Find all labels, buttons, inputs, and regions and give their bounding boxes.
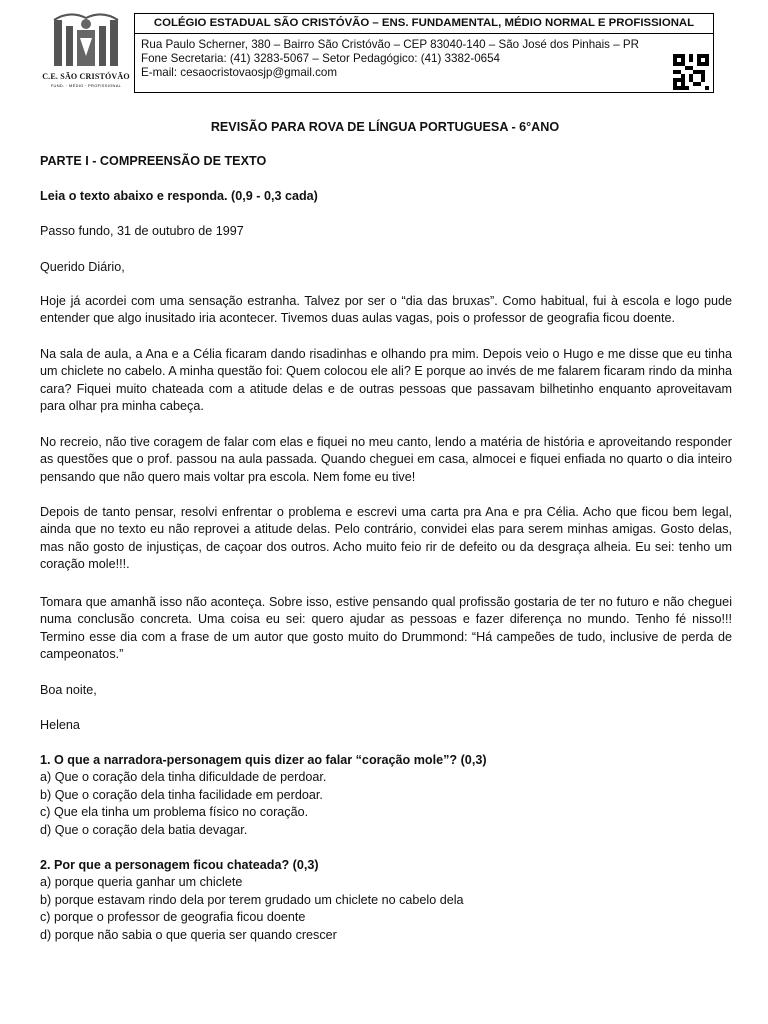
answer-option: d) Que o coração dela batia devagar. <box>40 822 248 837</box>
book-columns-icon <box>40 12 132 72</box>
question-prompt: 2. Por que a personagem ficou chateada? (0,3) <box>40 858 319 872</box>
logo-subtitle: FUND. · MÉDIO · PROFISSIONAL <box>50 83 122 88</box>
answer-option: d) porque não sabia o que queria ser quando crescer <box>40 927 337 942</box>
qr-code-icon <box>673 54 709 90</box>
letter-closing: Boa noite, <box>40 683 97 697</box>
letter-paragraph-4: Depois de tanto pensar, resolvi enfrentar o problema e escrevi uma carta pra Ana e pra Célia. Acho que ficou bem legal, ainda que no texto eu não reprovei a atitude delas. Pelo contrário, convidei elas para serem minhas amigas. Gosto delas, mas não gosto de injustiças, de caçoar dos outros. Acho muito feio rir de defeito ou da desgraça alheia. Eu sei: tenho um coração mole!!!. <box>40 505 732 571</box>
school-logo <box>40 12 132 98</box>
school-address: Rua Paulo Scherner, 380 – Bairro São Cristóvão – CEP 83040-140 – São José dos Pinhais – PR <box>141 38 639 51</box>
question-1 <box>40 752 487 839</box>
header-box <box>134 13 714 93</box>
part-heading: PARTE I - COMPREENSÃO DE TEXTO <box>40 154 267 168</box>
answer-option: b) Que o coração dela tinha facilidade em perdoar. <box>40 787 323 802</box>
letter-paragraph-2: Na sala de aula, a Ana e a Célia ficaram dando risadinhas e olhando pra mim. Depois veio o Hugo e me disse que eu tinha um chiclete no cabelo. A minha questão foi: Quem colocou ele ali? E porque ao invés de me falarem ficaram rindo da minha cara? Fiquei muito chateada com a atitude delas e de outras pessoas que passavam bilhetinho enquanto aproveitavam para olhar pra minha cabeça. <box>40 347 732 413</box>
instruction: Leia o texto abaixo e responda. (0,9 - 0,3 cada) <box>40 189 318 203</box>
answer-option: b) porque estavam rindo dela por terem grudado um chiclete no cabelo dela <box>40 892 464 907</box>
answer-option: c) Que ela tinha um problema físico no coração. <box>40 805 309 820</box>
letter-greeting: Querido Diário, <box>40 260 125 274</box>
answer-option: c) porque o professor de geografia ficou doente <box>40 910 306 925</box>
answer-option: a) porque queria ganhar um chiclete <box>40 875 243 890</box>
logo-name: C.E. SÃO CRISTÓVÃO <box>42 72 130 81</box>
question-2 <box>40 857 464 944</box>
letter-paragraph-3: No recreio, não tive coragem de falar com elas e fiquei no meu canto, lendo a matéria de história e aproveitando responder as questões que o prof. passou na aula passada. Quando cheguei em casa, almocei e fiquei enfiada no quarto o dia inteiro pensando que não quero mais voltar pra escola. Nem fome eu tive! <box>40 435 732 484</box>
school-title: COLÉGIO ESTADUAL SÃO CRISTÓVÃO – ENS. FUNDAMENTAL, MÉDIO NORMAL E PROFISSIONAL <box>153 17 695 29</box>
answer-option: a) Que o coração dela tinha dificuldade de perdoar. <box>40 770 327 785</box>
letter-paragraph-1: Hoje já acordei com uma sensação estranha. Talvez por ser o “dia das bruxas”. Como habitual, fui à escola e logo pude entender que algo inusitado iria acontecer. Tivemos duas aulas vagas, pois o professor de geografia ficou doente. <box>40 294 732 326</box>
letter-paragraph-5: Tomara que amanhã isso não aconteça. Sobre isso, estive pensando qual profissão gostaria de ter no futuro e não cheguei numa conclusão concreta. Uma coisa eu sei: quero ajudar as pessoas e fazer diferença no mundo. Tenho fé nisso!!! Termino esse dia com a frase de um autor que gosto muito do Drummond: “Há campeões de tudo, inclusive de perda de campeonatos.” <box>40 595 732 661</box>
letter-signature: Helena <box>40 718 80 732</box>
school-email: E-mail: cesaocristovaosjp@gmail.com <box>141 66 338 79</box>
header-divider <box>135 33 713 34</box>
page-title: REVISÃO PARA ROVA DE LÍNGUA PORTUGUESA - 6°ANO <box>210 120 560 134</box>
question-prompt: 1. O que a narradora-personagem quis dizer ao falar “coração mole”? (0,3) <box>40 753 487 767</box>
school-phones: Fone Secretaria: (41) 3283-5067 – Setor Pedagógico: (41) 3382-0654 <box>141 52 500 65</box>
letter-date: Passo fundo, 31 de outubro de 1997 <box>40 224 244 238</box>
